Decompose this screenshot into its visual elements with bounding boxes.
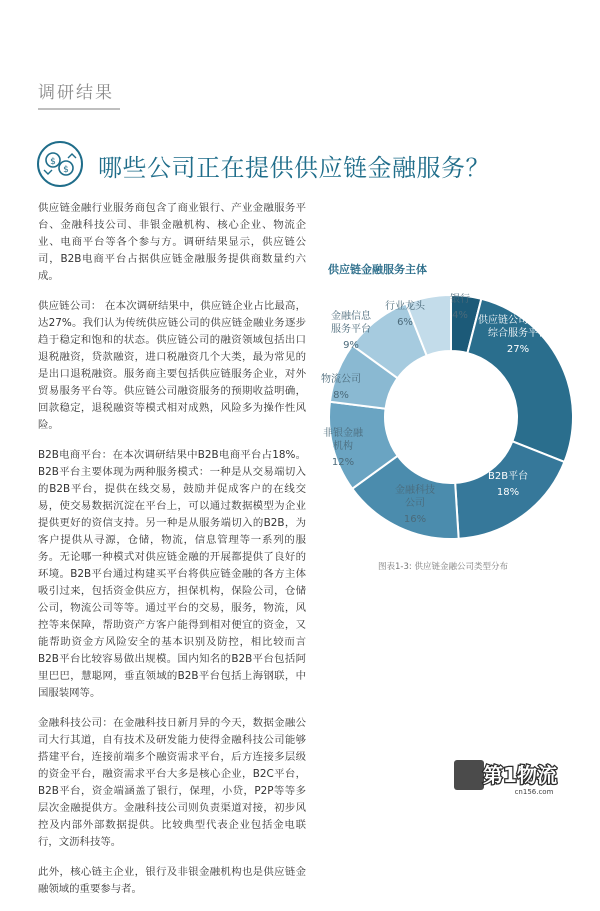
slice-percent: 9% [343,340,359,351]
slice-label [395,484,435,526]
paragraph: 金融科技公司：在金融科技日新月异的今天，数据金融公司大行其道，自有技术及研发能力使得金融科技公司能够搭建平台，连接前端多个融资需求平台，后方连接多层级的资金平台，融资需求平台大多是核心企业，B2C平台，B2B平台，资金端涵盖了银行，保理，小贷，P2P等等多层次金融提供方。金融科技公司则负责渠道对接，初步风控及内部外部数据提供。比较典型代表企业包括金电联行，文沥科技等。 [38,717,306,848]
slice-label [321,373,361,402]
svg-text:$: $ [63,165,69,175]
section-divider [38,108,120,110]
slice-name: 非银金融 [323,428,363,439]
paragraph: 此外，核心链主企业，银行及非银金融机构也是供应链金融领域的重要参与者。 [38,866,306,895]
watermark-logo [454,756,586,796]
paragraph: 供应链公司： 在本次调研结果中，供应链企业占比最高，达27%。我们认为传统供应链公司的供应链金融业务逐步趋于稳定和饱和的状态。供应链公司的融资领域包括出口退税融资，贷款融资，进口税融资几个大类，最为常见的是出口退税融资。服务商主要包括供应链服务企业，对外贸易服务平台等。供应链公司融资服务的预期收益明确，回款稳定，退税融资等模式相对成熟，风险多为操作性风险。 [38,300,306,431]
slice-percent: 16% [403,514,427,525]
finance-exchange-icon [36,140,84,188]
slice-label [331,310,371,352]
slice-label [450,293,470,322]
page-title: 哪些公司正在提供供应链金融服务？ [98,154,490,182]
slice-name: 物流公司 [321,374,361,385]
svg-text:第1物流: 第1物流 [483,763,557,787]
paragraph: 供应链金融行业服务商包含了商业银行、产业金融服务平台、金融科技公司、非银金融机构、核心企业、物流企业、电商平台等各个参与方。调研结果显示，供应链公司，B2B电商平台占据供应链金融服务提供商数量约六成。 [38,202,306,282]
chart-caption: 图表1-3: 供应链金融公司类型分布 [378,562,508,572]
slice-label [385,300,425,329]
section-label: 调研结果 [38,83,114,103]
svg-text:cn156.com: cn156.com [514,788,554,796]
slice-name: 综合服务平台 [488,328,548,339]
slice-name: 金融科技 [395,485,435,496]
slice-percent: 4% [452,310,468,321]
slice-label [488,470,528,499]
slice-percent: 18% [496,487,520,498]
slice-name: 供应链公司或外贸 [478,315,558,326]
paragraph: B2B电商平台：在本次调研结果中B2B电商平台占18%。B2B平台主要体现为两种服务模式：一种是从交易端切入的B2B平台，提供在线交易，鼓励并促成客户的在线交易，使交易数据沉淀在平台上，可以通过数据模型为企业提供更好的资信支持。另一种是从服务端切入的B2B，为客户提供从寻源，仓储，物流，信息管理等一系列的服务。无论哪一种模式对供应链金融的开展都提供了良好的环境。B2B平台通过构建买平台将供应链金融的各方主体吸引过来，包括资金供应方，担保机构，保险公司，仓储公司，物流公司等等。通过平台的交易，服务，物流，风控等来保障，帮助资产方客户能得到相对便宜的资金，又能帮助资金方风险安全的基本识别及防控，相比较而言B2B平台比较容易做出规模。国内知名的B2B平台包括阿里巴巴，慧聪网，垂直领域的B2B平台包括上海钢联，中国服装网等。 [38,449,306,699]
slice-name: 金融信息 [331,311,371,322]
slice-label [323,427,363,469]
slice-percent: 12% [331,457,355,468]
slice-percent: 8% [333,390,349,401]
slice-name: B2B平台 [488,471,529,482]
slice-percent: 27% [506,344,530,355]
slice-name: 银行 [450,294,470,305]
body-text [38,200,306,911]
svg-text:$: $ [50,157,56,167]
slice-name: 行业龙头 [385,301,425,312]
slice-name: 机构 [333,441,353,452]
slice-label [478,314,558,356]
slice-name: 公司 [405,498,425,509]
slice-name: 服务平台 [331,324,371,335]
slice-percent: 6% [397,317,413,328]
chart-title: 供应链金融服务主体 [328,263,427,276]
